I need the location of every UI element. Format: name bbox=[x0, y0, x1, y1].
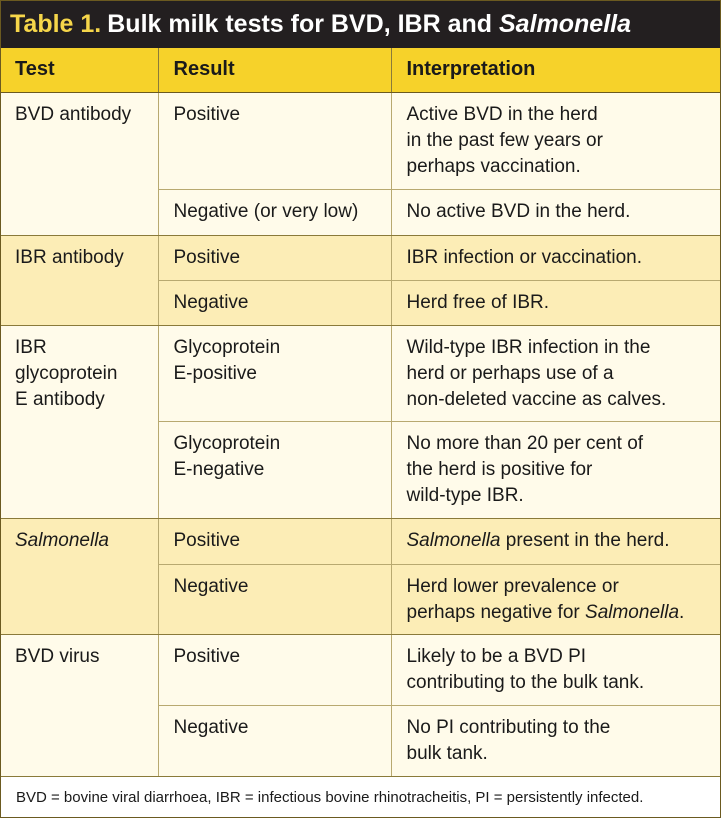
interpretation-italic: Salmonella bbox=[585, 601, 680, 623]
result-label: Negative bbox=[173, 291, 249, 313]
interpretation-italic: Salmonella bbox=[406, 529, 501, 551]
test-label: Salmonella bbox=[15, 529, 109, 551]
result-label-line: E-positive bbox=[173, 362, 257, 384]
interpretation-line: in the past few years or bbox=[406, 129, 603, 151]
result-label: Positive bbox=[173, 529, 241, 551]
result-label: Positive bbox=[173, 645, 241, 667]
interpretation-cell bbox=[391, 564, 721, 634]
interpretation-line: IBR infection or vaccination. bbox=[406, 246, 643, 268]
result-cell bbox=[158, 518, 391, 564]
test-label: BVD virus bbox=[15, 645, 100, 667]
result-cell bbox=[158, 564, 391, 634]
test-cell bbox=[0, 518, 158, 634]
table-row bbox=[0, 325, 721, 421]
interpretation-line: herd or perhaps use of a bbox=[406, 362, 614, 384]
interpretation-line bbox=[407, 600, 716, 626]
interpretation-line: contributing to the bulk tank. bbox=[406, 671, 645, 693]
interpretation-line: wild-type IBR. bbox=[406, 484, 524, 506]
test-cell bbox=[0, 634, 158, 777]
result-label: Negative (or very low) bbox=[173, 200, 359, 222]
test-label-line: glycoprotein bbox=[15, 362, 118, 384]
table-row bbox=[0, 235, 721, 280]
table-title-text: Bulk milk tests for BVD, IBR and bbox=[107, 9, 493, 38]
bulk-milk-tests-table bbox=[0, 48, 721, 777]
result-cell bbox=[158, 325, 391, 421]
interpretation-line: perhaps vaccination. bbox=[406, 155, 581, 177]
test-label-line: IBR bbox=[15, 336, 47, 358]
result-label-line: Glycoprotein bbox=[173, 336, 281, 358]
interpretation-line: Active BVD in the herd bbox=[406, 103, 598, 125]
result-label-line: E-negative bbox=[173, 458, 265, 480]
table-footnote: BVD = bovine viral diarrhoea, IBR = infectious bovine rhinotracheitis, PI = persistently infected. bbox=[0, 776, 721, 818]
interpretation-cell bbox=[391, 705, 721, 777]
result-cell bbox=[158, 189, 391, 235]
interpretation-text: . bbox=[679, 601, 685, 623]
test-cell bbox=[0, 325, 158, 518]
result-label: Positive bbox=[173, 246, 241, 268]
interpretation-cell bbox=[391, 92, 721, 189]
interpretation-line: No active BVD in the herd. bbox=[406, 200, 631, 222]
table-title-italic: Salmonella bbox=[499, 9, 631, 38]
interpretation-cell bbox=[391, 421, 721, 518]
interpretation-line: the herd is positive for bbox=[406, 458, 593, 480]
result-cell bbox=[158, 421, 391, 518]
interpretation-line: Herd lower prevalence or bbox=[406, 575, 619, 597]
result-cell bbox=[158, 280, 391, 325]
interpretation-line: Likely to be a BVD PI bbox=[406, 645, 587, 667]
interpretation-line: No PI contributing to the bbox=[406, 716, 611, 738]
interpretation-text: present in the herd. bbox=[500, 529, 670, 551]
result-label: Negative bbox=[173, 575, 249, 597]
interpretation-cell bbox=[391, 518, 721, 564]
result-label-line: Glycoprotein bbox=[173, 432, 281, 454]
test-cell bbox=[0, 235, 158, 325]
test-cell bbox=[0, 92, 158, 235]
interpretation-line: No more than 20 per cent of bbox=[406, 432, 644, 454]
interpretation-text: perhaps negative for bbox=[406, 601, 586, 623]
table-title bbox=[0, 0, 721, 48]
interpretation-line: bulk tank. bbox=[406, 742, 488, 764]
result-cell bbox=[158, 634, 391, 705]
header-result: Result bbox=[158, 48, 391, 92]
table-row bbox=[0, 634, 721, 705]
table-row bbox=[0, 518, 721, 564]
result-label: Negative bbox=[173, 716, 249, 738]
test-label: BVD antibody bbox=[15, 103, 132, 125]
interpretation-cell bbox=[391, 634, 721, 705]
interpretation-line: Herd free of IBR. bbox=[406, 291, 550, 313]
result-cell bbox=[158, 235, 391, 280]
interpretation-cell bbox=[391, 189, 721, 235]
table-number: Table 1. bbox=[10, 9, 102, 38]
header-interpretation: Interpretation bbox=[391, 48, 721, 92]
header-test: Test bbox=[0, 48, 158, 92]
table-row bbox=[0, 92, 721, 189]
interpretation-cell bbox=[391, 280, 721, 325]
interpretation-cell bbox=[391, 325, 721, 421]
interpretation-line: non-deleted vaccine as calves. bbox=[406, 388, 667, 410]
result-label: Positive bbox=[173, 103, 241, 125]
test-label: IBR antibody bbox=[15, 246, 124, 268]
interpretation-cell bbox=[391, 235, 721, 280]
header-row bbox=[0, 48, 721, 92]
interpretation-line: Wild-type IBR infection in the bbox=[406, 336, 651, 358]
result-cell bbox=[158, 92, 391, 189]
test-label-line: E antibody bbox=[15, 388, 105, 410]
result-cell bbox=[158, 705, 391, 777]
